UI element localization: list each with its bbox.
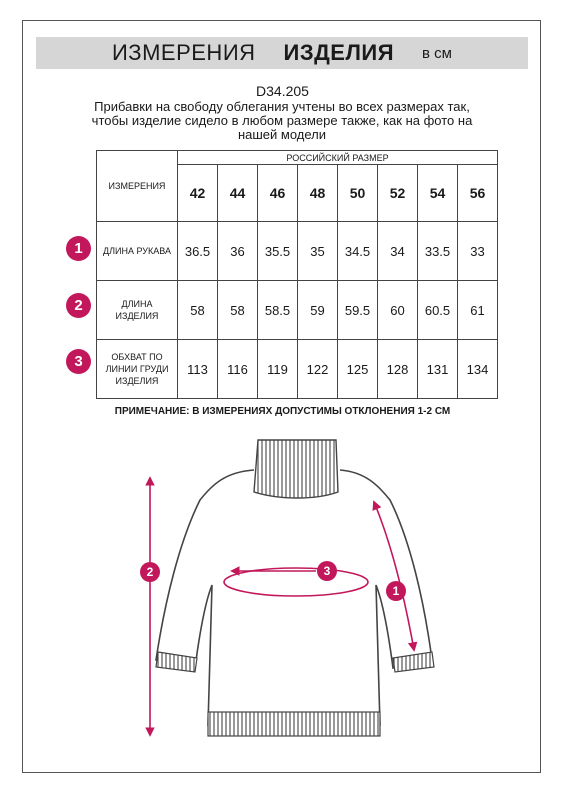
fit-note: Прибавки на свободу облегания учтены во всех размерах так, чтобы изделие сидело в любом размере также, как на фото на нашей модели xyxy=(91,99,473,142)
table-cell: 59 xyxy=(298,281,338,340)
row-number-badge: 3 xyxy=(66,349,91,374)
table-cell: 119 xyxy=(258,340,298,399)
svg-text:1: 1 xyxy=(392,584,400,598)
table-cell: 36 xyxy=(218,222,258,281)
length-marker xyxy=(140,562,160,582)
sleeve-marker xyxy=(386,581,406,601)
header-word-measurements: ИЗМЕРЕНИЯ xyxy=(111,40,256,65)
right-cuff xyxy=(393,652,434,672)
table-cell: 58 xyxy=(218,281,258,340)
size-header: 56 xyxy=(458,165,498,222)
product-code: D34.205 xyxy=(256,83,309,99)
table-cell: 34.5 xyxy=(338,222,378,281)
size-group-label: РОССИЙСКИЙ РАЗМЕР xyxy=(178,151,498,165)
row-label-sleeve-length: ДЛИНА РУКАВА xyxy=(97,222,178,281)
corner-label: ИЗМЕРЕНИЯ xyxy=(97,151,178,222)
size-header: 44 xyxy=(218,165,258,222)
size-header: 52 xyxy=(378,165,418,222)
collar xyxy=(254,440,338,498)
table-cell: 60 xyxy=(378,281,418,340)
left-cuff xyxy=(156,652,197,672)
chest-ellipse xyxy=(224,568,368,596)
table-cell: 58.5 xyxy=(258,281,298,340)
sleeve-arrow xyxy=(374,502,414,650)
size-header: 50 xyxy=(338,165,378,222)
size-header: 46 xyxy=(258,165,298,222)
table-cell: 125 xyxy=(338,340,378,399)
svg-text:3: 3 xyxy=(323,564,331,578)
hem-band xyxy=(208,712,380,736)
table-cell: 35 xyxy=(298,222,338,281)
row-label-text: ДЛИНА ИЗДЕЛИЯ xyxy=(115,299,159,321)
table-cell: 60.5 xyxy=(418,281,458,340)
table-cell: 128 xyxy=(378,340,418,399)
chest-marker xyxy=(317,561,337,581)
row-number-badge: 2 xyxy=(66,293,91,318)
table-cell: 35.5 xyxy=(258,222,298,281)
tolerance-remark: ПРИМЕЧАНИЕ: В ИЗМЕРЕНИЯХ ДОПУСТИМЫ ОТКЛОНЕНИЯ 1-2 СМ xyxy=(114,406,451,417)
svg-text:2: 2 xyxy=(146,565,154,579)
table-cell: 131 xyxy=(418,340,458,399)
table-cell: 33 xyxy=(458,222,498,281)
row-number-badge: 1 xyxy=(66,236,91,261)
table-cell: 59.5 xyxy=(338,281,378,340)
table-cell: 33.5 xyxy=(418,222,458,281)
table-cell: 122 xyxy=(298,340,338,399)
size-header: 48 xyxy=(298,165,338,222)
table-cell: 36.5 xyxy=(178,222,218,281)
table-cell: 58 xyxy=(178,281,218,340)
header-word-product: ИЗДЕЛИЯ xyxy=(283,40,395,65)
header-word-units: в см xyxy=(422,44,452,62)
table-cell: 116 xyxy=(218,340,258,399)
row-label-text: ОБХВАТ ПО ЛИНИИ ГРУДИ ИЗДЕЛИЯ xyxy=(105,352,169,386)
table-cell: 61 xyxy=(458,281,498,340)
table-cell: 134 xyxy=(458,340,498,399)
table-cell: 113 xyxy=(178,340,218,399)
size-header: 54 xyxy=(418,165,458,222)
size-header: 42 xyxy=(178,165,218,222)
table-cell: 34 xyxy=(378,222,418,281)
